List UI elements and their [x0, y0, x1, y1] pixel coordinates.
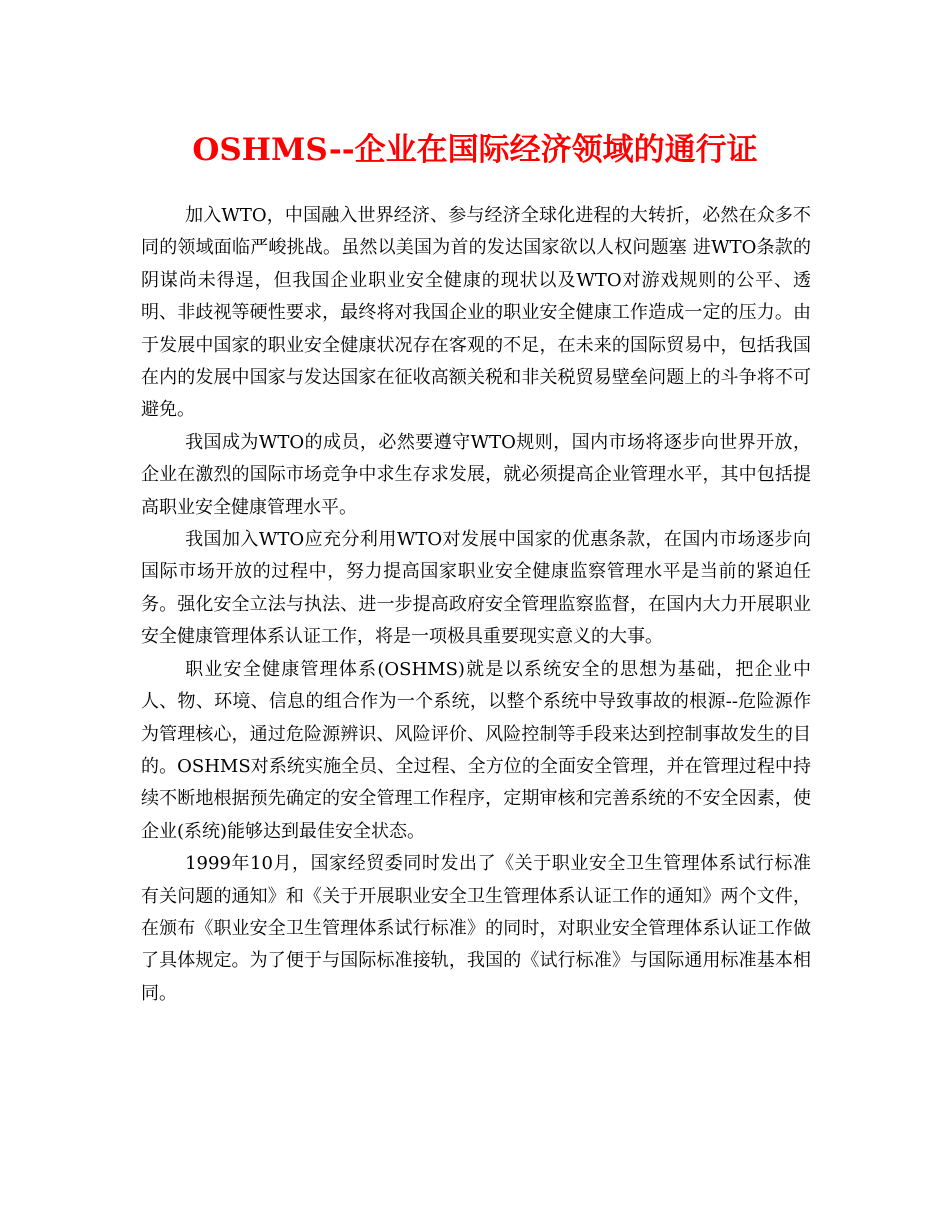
- paragraph-wto-member: 我国成为WTO的成员，必然要遵守WTO规则，国内市场将逐步向世界开放，企业在激烈的国际市场竞争中求生存求发展，就必须提高企业管理水平，其中包括提高职业安全健康管理水平。: [141, 431, 811, 518]
- paragraph-wto-terms: 我国加入WTO应充分利用WTO对发展中国家的优惠条款，在国内市场逐步向国际市场开放的过程中，努力提高国家职业安全健康监察管理水平是当前的紧迫任务。强化安全立法与执法、进一步提高政府安全管理监察监督，在国内大力开展职业安全健康管理体系认证工作，将是一项极具重要现实意义的大事。: [141, 529, 811, 648]
- document-body: [141, 200, 811, 1010]
- paragraph-wto-accession: 加入WTO，中国融入世界经济、参与经济全球化进程的大转折，必然在众多不同的领域面临严峻挑战。虽然以美国为首的发达国家欲以人权问题塞 进WTO条款的阴谋尚未得逞，但我国企业职业安全健康的现状以及WTO对游戏规则的公平、透明、非歧视等硬性要求，最终将对我国企业的职业安全健康工作造成一定的压力。由于发展中国家的职业安全健康状况存在客观的不足，在未来的国际贸易中，包括我国在内的发展中国家与发达国家在征收高额关税和非关税贸易壁垒问题上的斗争将不可避免。: [141, 205, 811, 421]
- document-title: OSHMS--企业在国际经济领域的通行证: [192, 132, 758, 168]
- paragraph-oshms-definition: 职业安全健康管理体系(OSHMS)就是以系统安全的思想为基础，把企业中人、物、环境、信息的组合作为一个系统，以整个系统中导致事故的根源--危险源作为管理核心，通过危险源辨识、风险评价、风险控制等手段来达到控制事故发生的目的。OSHMS对系统实施全员、全过程、全方位的全面安全管理，并在管理过程中持续不断地根据预先确定的安全管理工作程序，定期审核和完善系统的不安全因素，使企业(系统)能够达到最佳安全状态。: [141, 658, 811, 842]
- paragraph-1999-notice: 1999年10月，国家经贸委同时发出了《关于职业安全卫生管理体系试行标准有关问题的通知》和《关于开展职业安全卫生管理体系认证工作的通知》两个文件，在颁布《职业安全卫生管理体系试行标准》的同时，对职业安全管理体系认证工作做了具体规定。为了便于与国际标准接轨，我国的《试行标准》与国际通用标准基本相同。: [141, 853, 811, 1004]
